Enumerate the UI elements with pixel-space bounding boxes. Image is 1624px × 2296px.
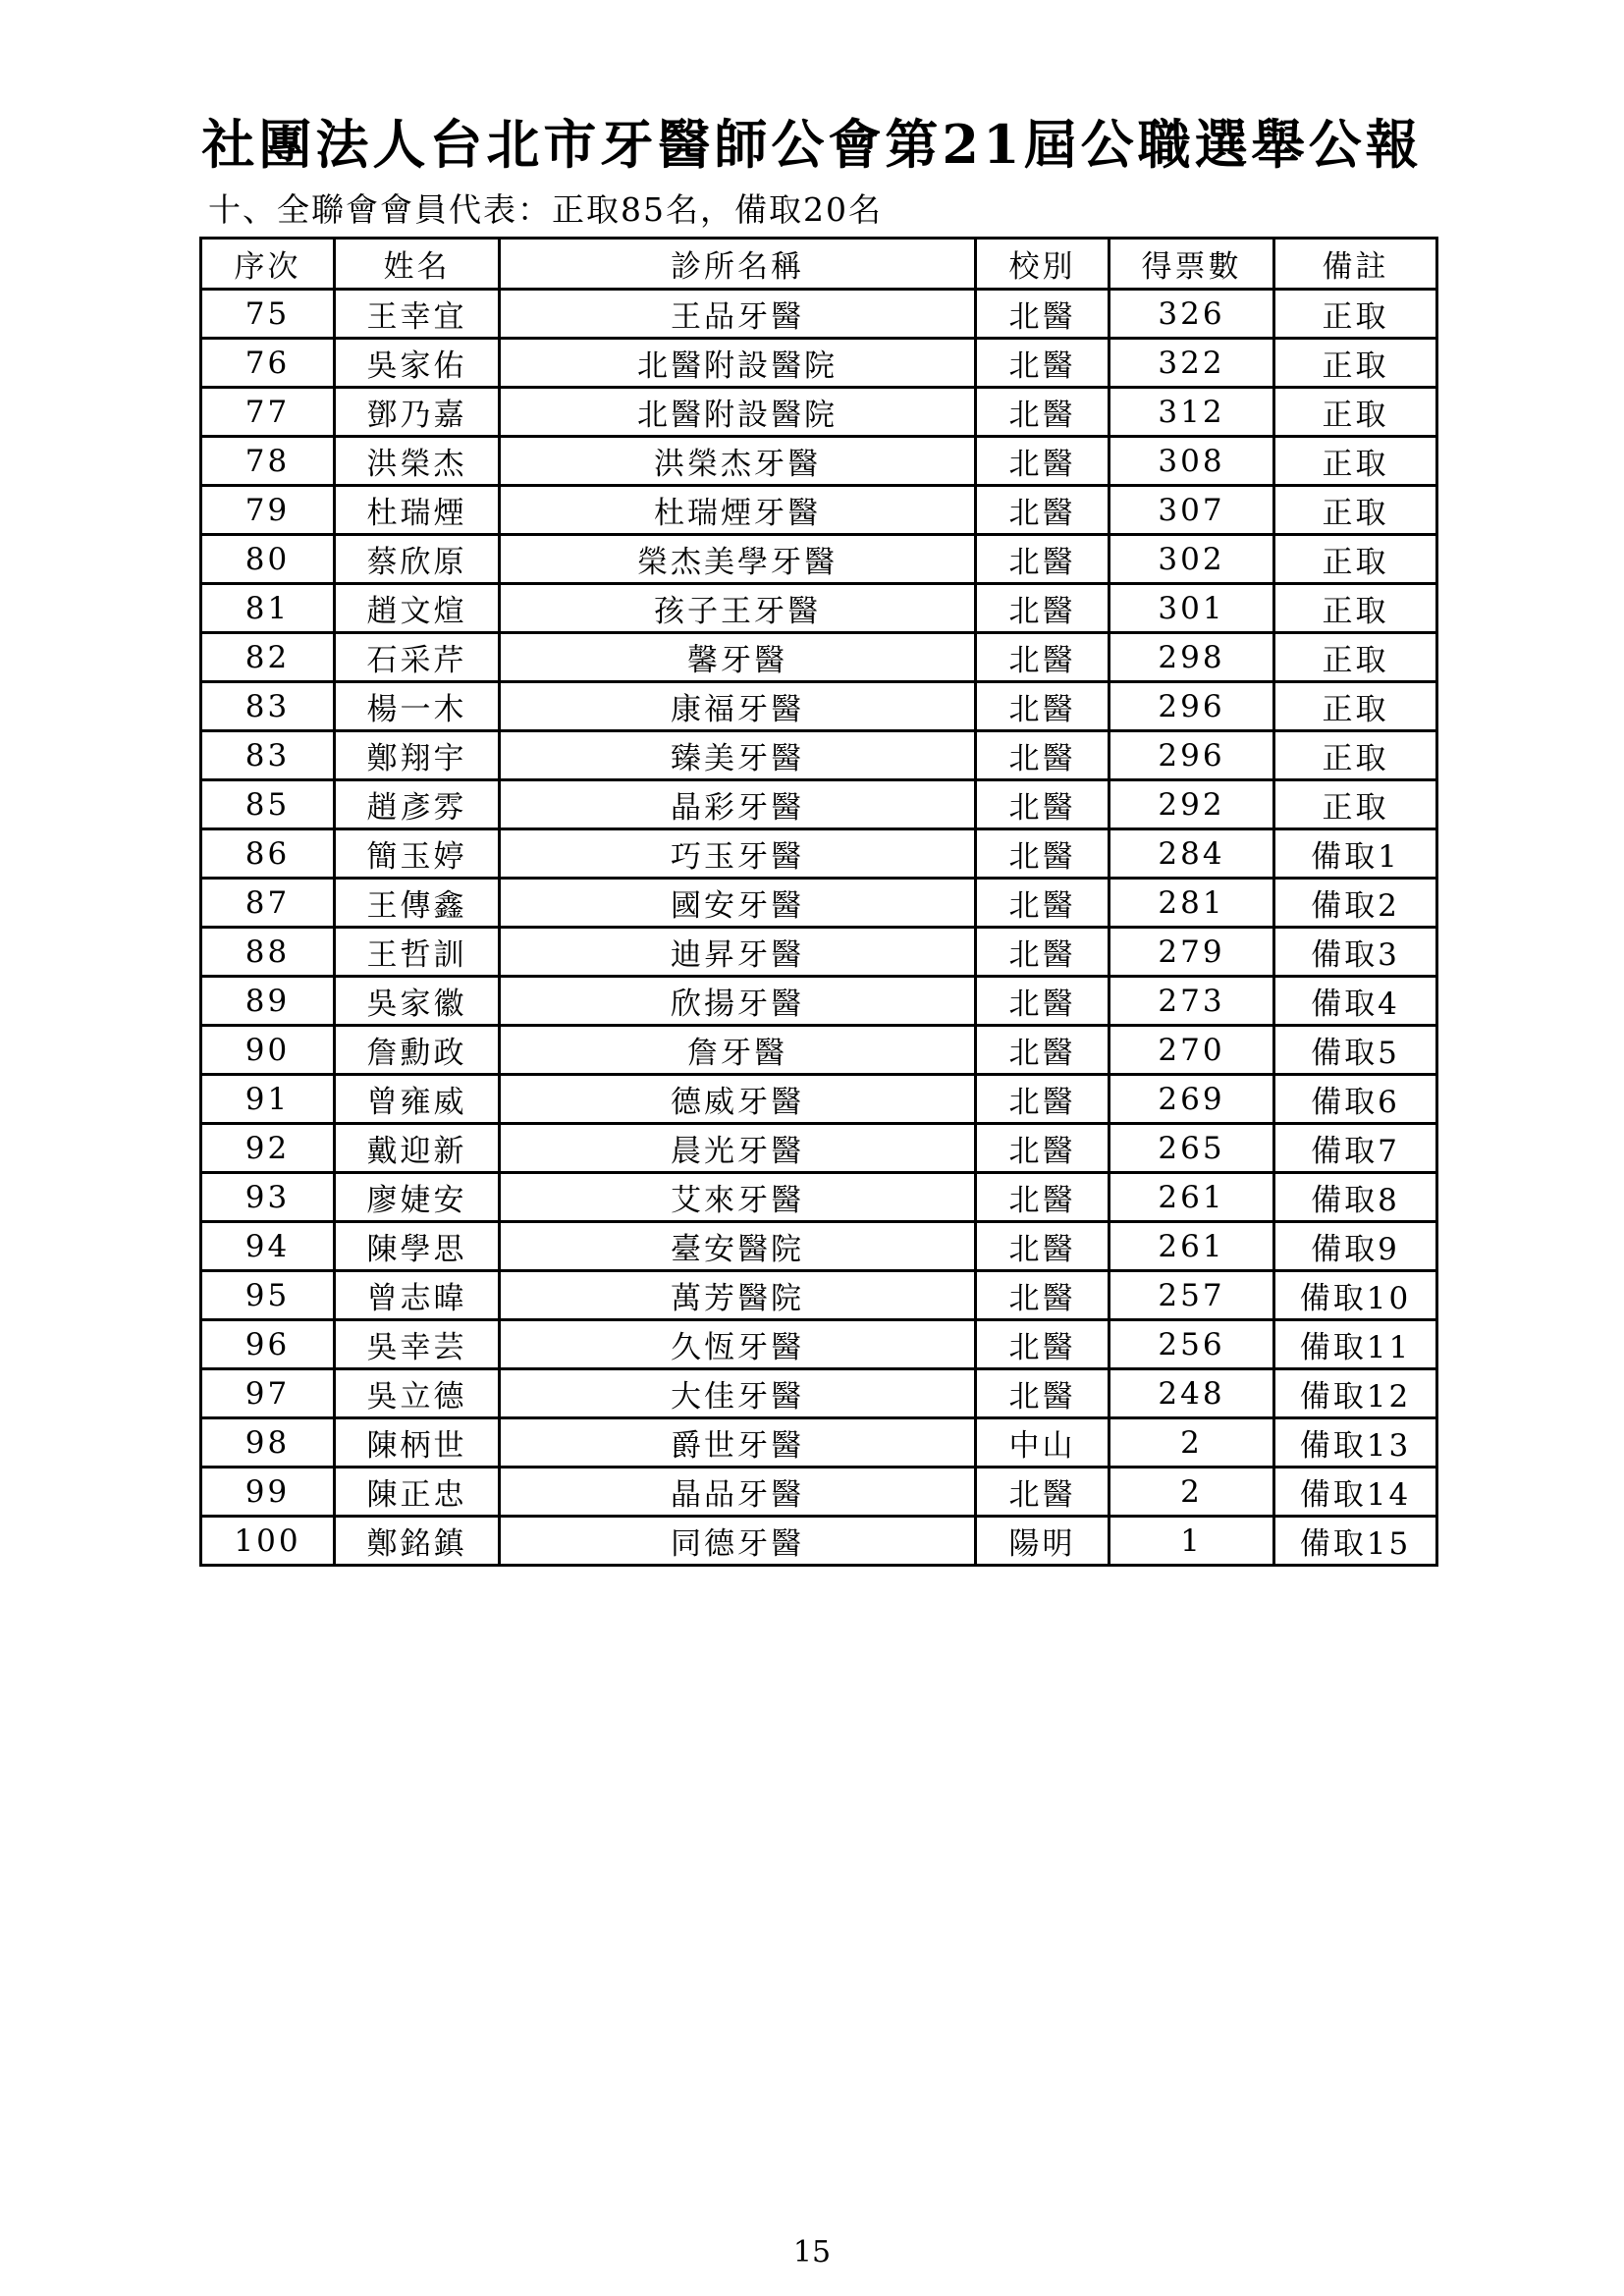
cell-name: 王幸宜 bbox=[335, 290, 500, 339]
column-header-clinic: 診所名稱 bbox=[500, 239, 976, 290]
cell-rank: 99 bbox=[201, 1468, 335, 1517]
cell-votes: 2 bbox=[1110, 1468, 1274, 1517]
cell-remark: 正取 bbox=[1274, 780, 1437, 829]
cell-school: 北醫 bbox=[976, 633, 1110, 682]
cell-remark: 備取10 bbox=[1274, 1271, 1437, 1320]
cell-clinic: 德威牙醫 bbox=[500, 1075, 976, 1124]
cell-remark: 備取11 bbox=[1274, 1320, 1437, 1369]
cell-rank: 79 bbox=[201, 486, 335, 535]
cell-name: 王哲訓 bbox=[335, 928, 500, 977]
cell-school: 北醫 bbox=[976, 977, 1110, 1026]
cell-name: 吳家佑 bbox=[335, 339, 500, 388]
cell-school: 北醫 bbox=[976, 1026, 1110, 1075]
cell-school: 北醫 bbox=[976, 879, 1110, 928]
cell-school: 北醫 bbox=[976, 1075, 1110, 1124]
cell-clinic: 爵世牙醫 bbox=[500, 1418, 976, 1468]
cell-remark: 備取5 bbox=[1274, 1026, 1437, 1075]
cell-votes: 301 bbox=[1110, 584, 1274, 633]
table-row bbox=[201, 388, 1437, 437]
cell-school: 北醫 bbox=[976, 1124, 1110, 1173]
cell-remark: 正取 bbox=[1274, 437, 1437, 486]
cell-school: 北醫 bbox=[976, 1320, 1110, 1369]
table-row bbox=[201, 1173, 1437, 1222]
cell-remark: 備取14 bbox=[1274, 1468, 1437, 1517]
cell-name: 王傳鑫 bbox=[335, 879, 500, 928]
cell-votes: 307 bbox=[1110, 486, 1274, 535]
table-row bbox=[201, 682, 1437, 731]
table-row bbox=[201, 1026, 1437, 1075]
cell-name: 詹勳政 bbox=[335, 1026, 500, 1075]
cell-rank: 89 bbox=[201, 977, 335, 1026]
cell-votes: 270 bbox=[1110, 1026, 1274, 1075]
cell-votes: 296 bbox=[1110, 731, 1274, 780]
cell-clinic: 晶品牙醫 bbox=[500, 1468, 976, 1517]
table-row bbox=[201, 1075, 1437, 1124]
table-row bbox=[201, 780, 1437, 829]
cell-school: 北醫 bbox=[976, 1271, 1110, 1320]
cell-votes: 261 bbox=[1110, 1173, 1274, 1222]
cell-clinic: 晶彩牙醫 bbox=[500, 780, 976, 829]
cell-votes: 298 bbox=[1110, 633, 1274, 682]
cell-votes: 302 bbox=[1110, 535, 1274, 584]
cell-rank: 82 bbox=[201, 633, 335, 682]
cell-votes: 257 bbox=[1110, 1271, 1274, 1320]
cell-remark: 備取8 bbox=[1274, 1173, 1437, 1222]
cell-remark: 備取3 bbox=[1274, 928, 1437, 977]
cell-rank: 80 bbox=[201, 535, 335, 584]
column-header-rank: 序次 bbox=[201, 239, 335, 290]
cell-school: 北醫 bbox=[976, 290, 1110, 339]
cell-school: 北醫 bbox=[976, 388, 1110, 437]
cell-rank: 100 bbox=[201, 1517, 335, 1566]
cell-clinic: 晨光牙醫 bbox=[500, 1124, 976, 1173]
cell-rank: 85 bbox=[201, 780, 335, 829]
table-row bbox=[201, 1517, 1437, 1566]
cell-rank: 81 bbox=[201, 584, 335, 633]
cell-name: 吳家徽 bbox=[335, 977, 500, 1026]
table-row bbox=[201, 486, 1437, 535]
cell-clinic: 艾來牙醫 bbox=[500, 1173, 976, 1222]
cell-school: 北醫 bbox=[976, 829, 1110, 879]
cell-name: 陳柄世 bbox=[335, 1418, 500, 1468]
cell-school: 北醫 bbox=[976, 437, 1110, 486]
cell-name: 蔡欣原 bbox=[335, 535, 500, 584]
cell-votes: 1 bbox=[1110, 1517, 1274, 1566]
table-row bbox=[201, 584, 1437, 633]
table-row bbox=[201, 535, 1437, 584]
cell-school: 北醫 bbox=[976, 731, 1110, 780]
cell-rank: 83 bbox=[201, 682, 335, 731]
cell-rank: 94 bbox=[201, 1222, 335, 1271]
cell-clinic: 詹牙醫 bbox=[500, 1026, 976, 1075]
cell-clinic: 杜瑞煙牙醫 bbox=[500, 486, 976, 535]
cell-name: 趙彥雰 bbox=[335, 780, 500, 829]
cell-name: 鄭銘鎮 bbox=[335, 1517, 500, 1566]
cell-name: 鄧乃嘉 bbox=[335, 388, 500, 437]
cell-votes: 284 bbox=[1110, 829, 1274, 879]
cell-name: 吳幸芸 bbox=[335, 1320, 500, 1369]
cell-votes: 273 bbox=[1110, 977, 1274, 1026]
cell-school: 北醫 bbox=[976, 1468, 1110, 1517]
table-row bbox=[201, 928, 1437, 977]
cell-clinic: 大佳牙醫 bbox=[500, 1369, 976, 1418]
table-row bbox=[201, 633, 1437, 682]
cell-clinic: 王品牙醫 bbox=[500, 290, 976, 339]
cell-remark: 正取 bbox=[1274, 731, 1437, 780]
table-row bbox=[201, 437, 1437, 486]
table-row bbox=[201, 829, 1437, 879]
cell-name: 簡玉婷 bbox=[335, 829, 500, 879]
cell-rank: 97 bbox=[201, 1369, 335, 1418]
cell-clinic: 萬芳醫院 bbox=[500, 1271, 976, 1320]
cell-name: 曾雍威 bbox=[335, 1075, 500, 1124]
cell-school: 北醫 bbox=[976, 535, 1110, 584]
table-body bbox=[201, 290, 1437, 1566]
cell-name: 楊一木 bbox=[335, 682, 500, 731]
cell-school: 北醫 bbox=[976, 928, 1110, 977]
cell-rank: 76 bbox=[201, 339, 335, 388]
cell-school: 北醫 bbox=[976, 486, 1110, 535]
cell-remark: 備取12 bbox=[1274, 1369, 1437, 1418]
cell-school: 北醫 bbox=[976, 1173, 1110, 1222]
cell-rank: 75 bbox=[201, 290, 335, 339]
cell-votes: 265 bbox=[1110, 1124, 1274, 1173]
cell-rank: 90 bbox=[201, 1026, 335, 1075]
cell-name: 戴迎新 bbox=[335, 1124, 500, 1173]
cell-remark: 正取 bbox=[1274, 584, 1437, 633]
cell-name: 趙文煊 bbox=[335, 584, 500, 633]
cell-name: 鄭翔宇 bbox=[335, 731, 500, 780]
cell-votes: 296 bbox=[1110, 682, 1274, 731]
cell-remark: 正取 bbox=[1274, 682, 1437, 731]
cell-rank: 77 bbox=[201, 388, 335, 437]
cell-name: 杜瑞煙 bbox=[335, 486, 500, 535]
cell-clinic: 馨牙醫 bbox=[500, 633, 976, 682]
cell-votes: 281 bbox=[1110, 879, 1274, 928]
cell-remark: 正取 bbox=[1274, 290, 1437, 339]
cell-remark: 備取4 bbox=[1274, 977, 1437, 1026]
election-results-table bbox=[199, 237, 1438, 1567]
cell-rank: 87 bbox=[201, 879, 335, 928]
cell-votes: 2 bbox=[1110, 1418, 1274, 1468]
cell-rank: 96 bbox=[201, 1320, 335, 1369]
table-row bbox=[201, 290, 1437, 339]
section-heading: 十、全聯會會員代表：正取85名，備取20名 bbox=[208, 190, 883, 229]
table-row bbox=[201, 1320, 1437, 1369]
cell-rank: 92 bbox=[201, 1124, 335, 1173]
table-row bbox=[201, 731, 1437, 780]
cell-remark: 備取2 bbox=[1274, 879, 1437, 928]
cell-rank: 83 bbox=[201, 731, 335, 780]
cell-remark: 備取7 bbox=[1274, 1124, 1437, 1173]
cell-school: 北醫 bbox=[976, 780, 1110, 829]
table-row bbox=[201, 1124, 1437, 1173]
cell-clinic: 同德牙醫 bbox=[500, 1517, 976, 1566]
table-row bbox=[201, 339, 1437, 388]
cell-school: 北醫 bbox=[976, 584, 1110, 633]
cell-remark: 備取15 bbox=[1274, 1517, 1437, 1566]
cell-clinic: 北醫附設醫院 bbox=[500, 339, 976, 388]
cell-votes: 326 bbox=[1110, 290, 1274, 339]
cell-name: 吳立德 bbox=[335, 1369, 500, 1418]
cell-rank: 95 bbox=[201, 1271, 335, 1320]
cell-votes: 308 bbox=[1110, 437, 1274, 486]
table-row bbox=[201, 1271, 1437, 1320]
cell-remark: 正取 bbox=[1274, 633, 1437, 682]
cell-clinic: 國安牙醫 bbox=[500, 879, 976, 928]
cell-remark: 正取 bbox=[1274, 339, 1437, 388]
cell-name: 陳正忠 bbox=[335, 1468, 500, 1517]
cell-school: 北醫 bbox=[976, 1222, 1110, 1271]
cell-rank: 91 bbox=[201, 1075, 335, 1124]
cell-clinic: 巧玉牙醫 bbox=[500, 829, 976, 879]
cell-name: 廖婕安 bbox=[335, 1173, 500, 1222]
cell-votes: 322 bbox=[1110, 339, 1274, 388]
cell-votes: 261 bbox=[1110, 1222, 1274, 1271]
cell-votes: 256 bbox=[1110, 1320, 1274, 1369]
table-header-row bbox=[201, 239, 1437, 290]
cell-school: 北醫 bbox=[976, 682, 1110, 731]
cell-rank: 88 bbox=[201, 928, 335, 977]
cell-remark: 備取13 bbox=[1274, 1418, 1437, 1468]
cell-school: 北醫 bbox=[976, 339, 1110, 388]
cell-clinic: 久恆牙醫 bbox=[500, 1320, 976, 1369]
column-header-votes: 得票數 bbox=[1110, 239, 1274, 290]
cell-clinic: 臻美牙醫 bbox=[500, 731, 976, 780]
cell-remark: 正取 bbox=[1274, 535, 1437, 584]
table-row bbox=[201, 977, 1437, 1026]
table-row bbox=[201, 1468, 1437, 1517]
cell-clinic: 洪榮杰牙醫 bbox=[500, 437, 976, 486]
cell-school: 北醫 bbox=[976, 1369, 1110, 1418]
cell-remark: 備取9 bbox=[1274, 1222, 1437, 1271]
cell-remark: 備取6 bbox=[1274, 1075, 1437, 1124]
cell-clinic: 榮杰美學牙醫 bbox=[500, 535, 976, 584]
cell-clinic: 孩子王牙醫 bbox=[500, 584, 976, 633]
cell-name: 石采芹 bbox=[335, 633, 500, 682]
cell-clinic: 臺安醫院 bbox=[500, 1222, 976, 1271]
column-header-school: 校別 bbox=[976, 239, 1110, 290]
cell-clinic: 迪昇牙醫 bbox=[500, 928, 976, 977]
cell-votes: 312 bbox=[1110, 388, 1274, 437]
cell-rank: 78 bbox=[201, 437, 335, 486]
page-number: 15 bbox=[792, 2235, 832, 2269]
cell-school: 陽明 bbox=[976, 1517, 1110, 1566]
cell-name: 陳學思 bbox=[335, 1222, 500, 1271]
cell-votes: 292 bbox=[1110, 780, 1274, 829]
cell-votes: 248 bbox=[1110, 1369, 1274, 1418]
column-header-name: 姓名 bbox=[335, 239, 500, 290]
cell-name: 洪榮杰 bbox=[335, 437, 500, 486]
cell-remark: 正取 bbox=[1274, 486, 1437, 535]
cell-school: 中山 bbox=[976, 1418, 1110, 1468]
cell-clinic: 康福牙醫 bbox=[500, 682, 976, 731]
column-header-remark: 備註 bbox=[1274, 239, 1437, 290]
cell-remark: 正取 bbox=[1274, 388, 1437, 437]
page-title: 社團法人台北市牙醫師公會第21屆公職選舉公報 bbox=[201, 113, 1423, 176]
cell-votes: 269 bbox=[1110, 1075, 1274, 1124]
cell-name: 曾志暐 bbox=[335, 1271, 500, 1320]
cell-remark: 備取1 bbox=[1274, 829, 1437, 879]
table-row bbox=[201, 1369, 1437, 1418]
cell-votes: 279 bbox=[1110, 928, 1274, 977]
cell-rank: 86 bbox=[201, 829, 335, 879]
cell-clinic: 北醫附設醫院 bbox=[500, 388, 976, 437]
table-row bbox=[201, 879, 1437, 928]
cell-clinic: 欣揚牙醫 bbox=[500, 977, 976, 1026]
table-row bbox=[201, 1418, 1437, 1468]
cell-rank: 98 bbox=[201, 1418, 335, 1468]
table-row bbox=[201, 1222, 1437, 1271]
cell-rank: 93 bbox=[201, 1173, 335, 1222]
